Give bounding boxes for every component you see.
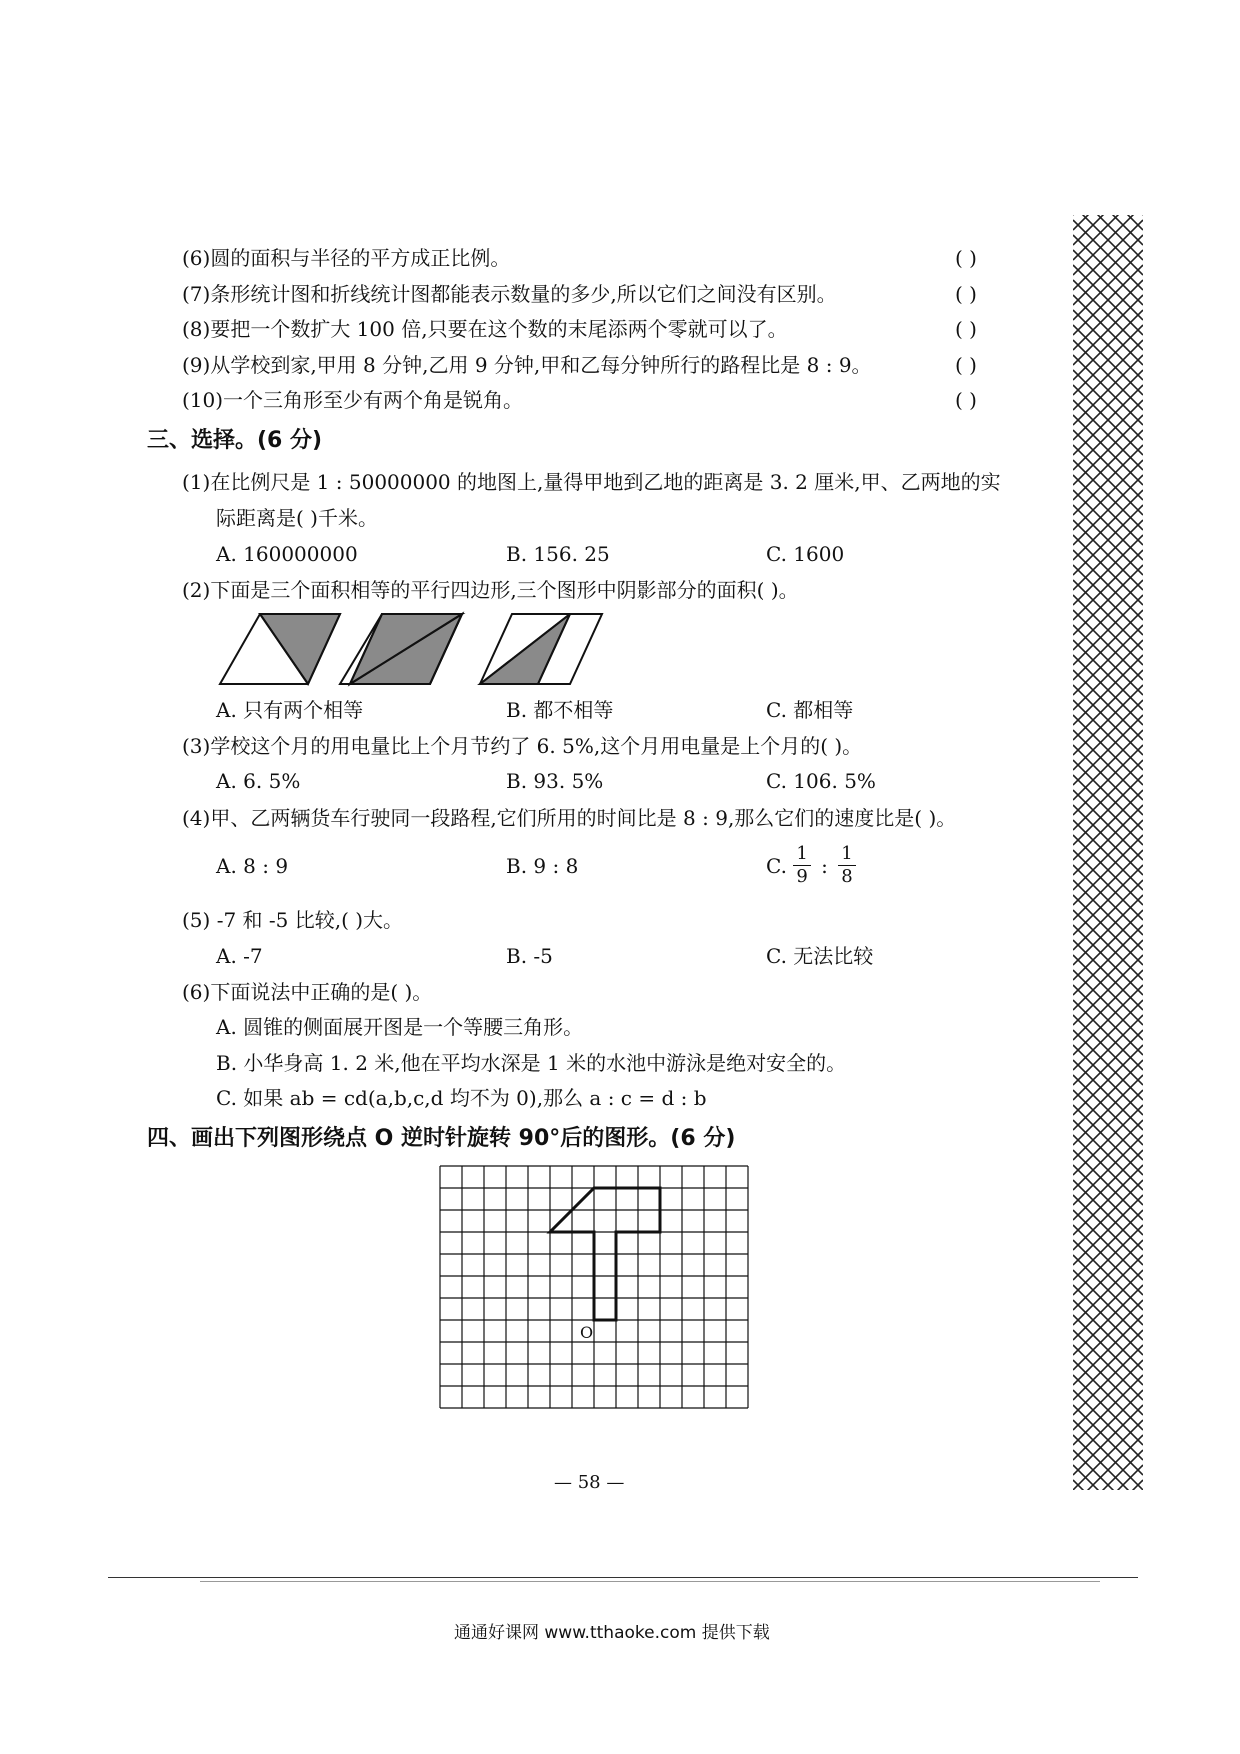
q5-option-b[interactable]: B. -5 [506,944,553,968]
q3-text: (3)学校这个月的用电量比上个月节约了 6. 5%,这个月用电量是上个月的( )。 [182,734,863,758]
fraction-one-ninth [793,845,810,886]
rotation-grid-figure[interactable] [438,1164,770,1436]
frac-denominator: 9 [796,866,808,887]
q6-option-c[interactable]: C. 如果 ab = cd(a,b,c,d 均不为 0),那么 a : c = d : b [216,1086,707,1110]
q5-option-c[interactable]: C. 无法比较 [766,944,874,968]
answer-paren-9[interactable]: ( ) [955,353,977,377]
hatch-line [1073,1450,1143,1495]
footer-source[interactable]: 通通好课网 www.tthaoke.com 提供下载 [454,1623,770,1643]
divider-line-faint [200,1581,1100,1582]
frac-denominator: 8 [841,866,853,887]
answer-paren-8[interactable]: ( ) [955,317,977,341]
section-4-title: 四、画出下列图形绕点 O 逆时针旋转 90°后的图形。(6 分) [147,1126,736,1151]
q1-line2: 际距离是( )千米。 [216,506,378,530]
judge-item-7: (7)条形统计图和折线统计图都能表示数量的多少,所以它们之间没有区别。 [182,282,837,306]
q4-option-c-label: C. [766,853,787,878]
q3-option-c[interactable]: C. 106. 5% [766,769,876,793]
answer-paren-7[interactable]: ( ) [955,282,977,306]
q2-option-a[interactable]: A. 只有两个相等 [216,698,364,722]
hatch-line [1073,1480,1143,1495]
section-3-title: 三、选择。(6 分) [147,428,323,453]
judge-item-9: (9)从学校到家,甲用 8 分钟,乙用 9 分钟,甲和乙每分钟所行的路程比是 8 : 9。 [182,353,872,377]
hatch-line [1073,1480,1143,1495]
point-o-label: O [580,1323,594,1342]
crosshatch-border-decoration [1070,215,1146,1495]
judge-item-10: (10)一个三角形至少有两个角是锐角。 [182,388,524,412]
q3-option-a[interactable]: A. 6. 5% [216,769,301,793]
q6-option-a[interactable]: A. 圆锥的侧面展开图是一个等腰三角形。 [216,1015,584,1039]
judge-item-8: (8)要把一个数扩大 100 倍,只要在这个数的末尾添两个零就可以了。 [182,317,788,341]
page-number: — 58 — [554,1472,625,1493]
frac-numerator: 1 [793,845,810,866]
q2-text: (2)下面是三个面积相等的平行四边形,三个图形中阴影部分的面积( )。 [182,578,799,602]
fraction-one-eighth [838,845,855,886]
q1-option-a[interactable]: A. 160000000 [216,542,358,566]
q4-text: (4)甲、乙两辆货车行驶同一段路程,它们所用的时间比是 8 : 9,那么它们的速度比是( )。 [182,806,957,830]
q5-text: (5) -7 和 -5 比较,( )大。 [182,908,404,932]
hatch-line [1073,215,1143,230]
q2-option-c[interactable]: C. 都相等 [766,698,854,722]
q4-option-b[interactable]: B. 9 : 8 [506,854,579,878]
q1-option-b[interactable]: B. 156. 25 [506,542,610,566]
q2-option-b[interactable]: B. 都不相等 [506,698,614,722]
hatch-line [1073,215,1143,230]
hatch-line [1073,215,1143,260]
answer-paren-6[interactable]: ( ) [955,246,977,270]
parallelograms-figure [200,610,630,690]
q6-option-b[interactable]: B. 小华身高 1. 2 米,他在平均水深是 1 米的水池中游泳是绝对安全的。 [216,1051,847,1075]
q1-line1: (1)在比例尺是 1 : 50000000 的地图上,量得甲地到乙地的距离是 3. 2 厘米,甲、乙两地的实 [182,470,1001,494]
answer-paren-10[interactable]: ( ) [955,388,977,412]
q1-option-c[interactable]: C. 1600 [766,542,845,566]
divider-line [108,1577,1138,1578]
q3-option-b[interactable]: B. 93. 5% [506,769,604,793]
frac-numerator: 1 [838,845,855,866]
q6-text: (6)下面说法中正确的是( )。 [182,980,433,1004]
hatch-line [1073,215,1143,260]
hatch-line [1073,1450,1143,1495]
judge-item-6: (6)圆的面积与半径的平方成正比例。 [182,246,511,270]
q5-option-a[interactable]: A. -7 [216,944,263,968]
q4-option-c[interactable] [766,845,856,886]
q4-option-a[interactable]: A. 8 : 9 [216,854,289,878]
ratio-colon: : [821,853,828,878]
